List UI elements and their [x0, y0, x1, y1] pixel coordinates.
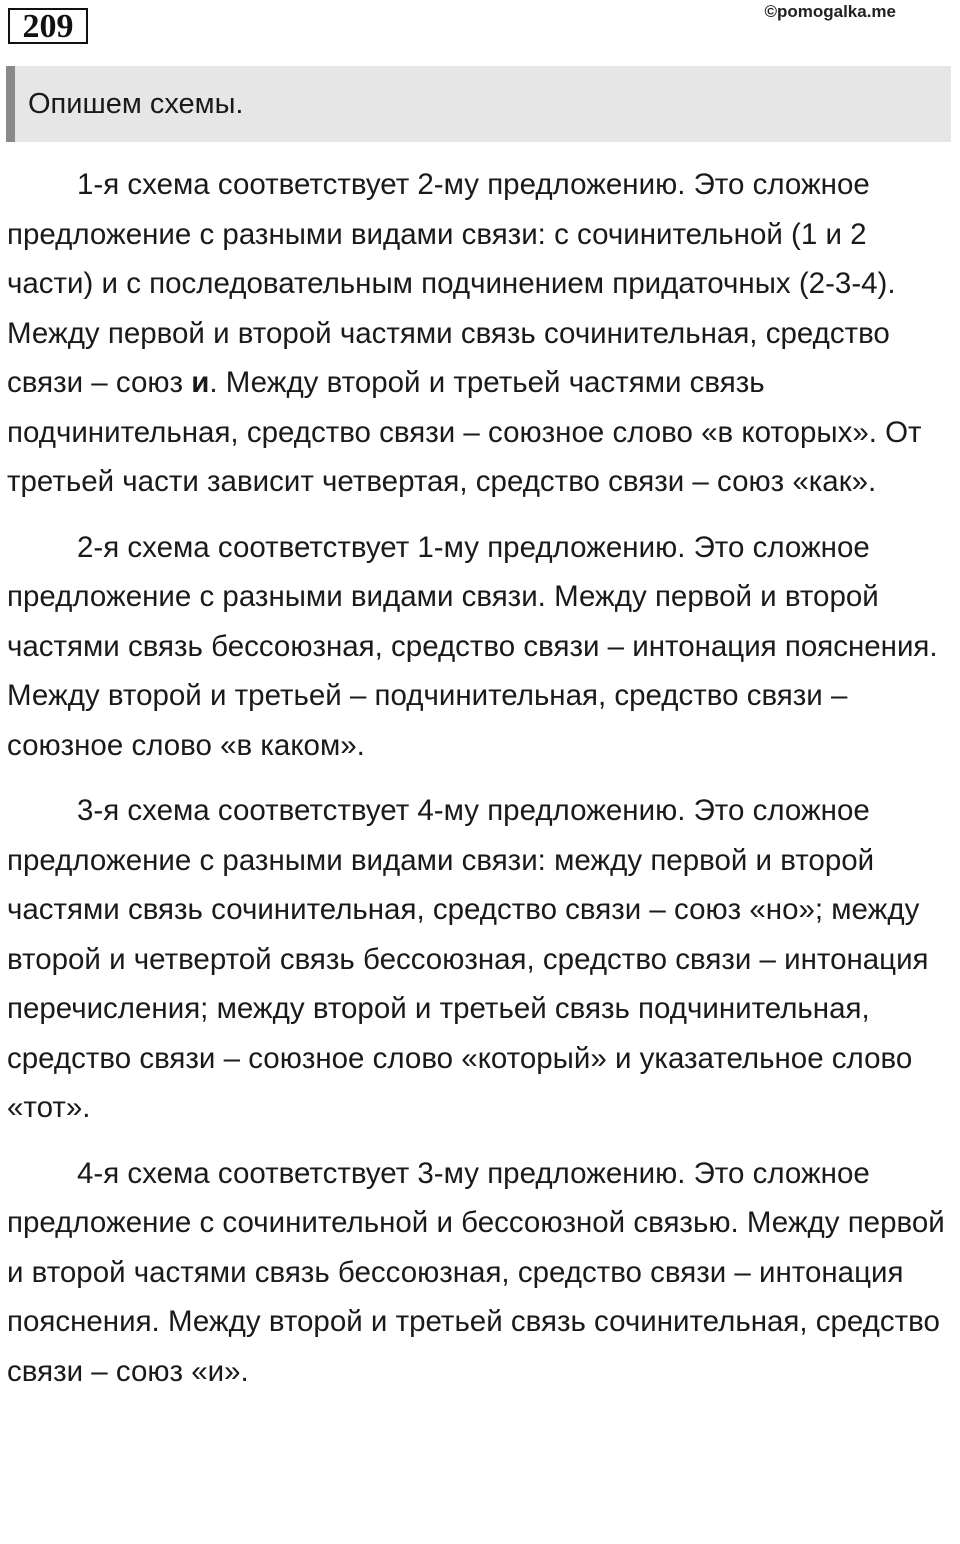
paragraph-text-after: . Между второй и третьей частями связь подчинительная, средство связи – союзное слово «в которых». От третьей части зависит четвертая, средство связи – союз «как». [7, 366, 922, 498]
paragraph-scheme-2: 2-я схема соответствует 1-му предложению. Это сложное предложение с разными видами связи. Между первой и второй частями связь бессоюзная, средство связи – интонация пояснения. Между второй и третьей – подчинительная, средство связи – союзное слово «в каком». [7, 530, 938, 762]
banner-title: Опишем схемы. [28, 88, 244, 120]
answer-content [7, 160, 953, 1412]
paragraph-scheme-1 [7, 160, 953, 507]
section-banner [6, 66, 951, 142]
paragraph-scheme-4: 4-я схема соответствует 3-му предложению. Это сложное предложение с сочинительной и бессоюзной связью. Между первой и второй частями связь бессоюзная, средство связи – интонация пояснения. Между второй и третьей связь сочинительная, средство связи – союз «и». [7, 1156, 945, 1388]
paragraph-scheme-3: 3-я схема соответствует 4-му предложению. Это сложное предложение с разными видами связи: между первой и второй частями связь сочинительная, средство связи – союз «но»; между второй и четвертой связь бессоюзная, средство связи – интонация перечисления; между второй и третьей связь подчинительная, средство связи – союзное слово «который» и указательное слово «тот». [7, 794, 929, 1124]
task-number-badge: 209 [8, 8, 88, 44]
paragraph-text: 1-я схема соответствует 2-му предложению. Это сложное предложение с разными видами связи: с сочинительной (1 и 2 части) и с последовательным подчинением придаточных (2-3-4). Между первой и второй частями связь сочинительная, средство связи – союз [7, 168, 896, 399]
bold-conjunction: и [191, 366, 210, 399]
site-watermark: ©pomogalka.me [764, 2, 896, 21]
